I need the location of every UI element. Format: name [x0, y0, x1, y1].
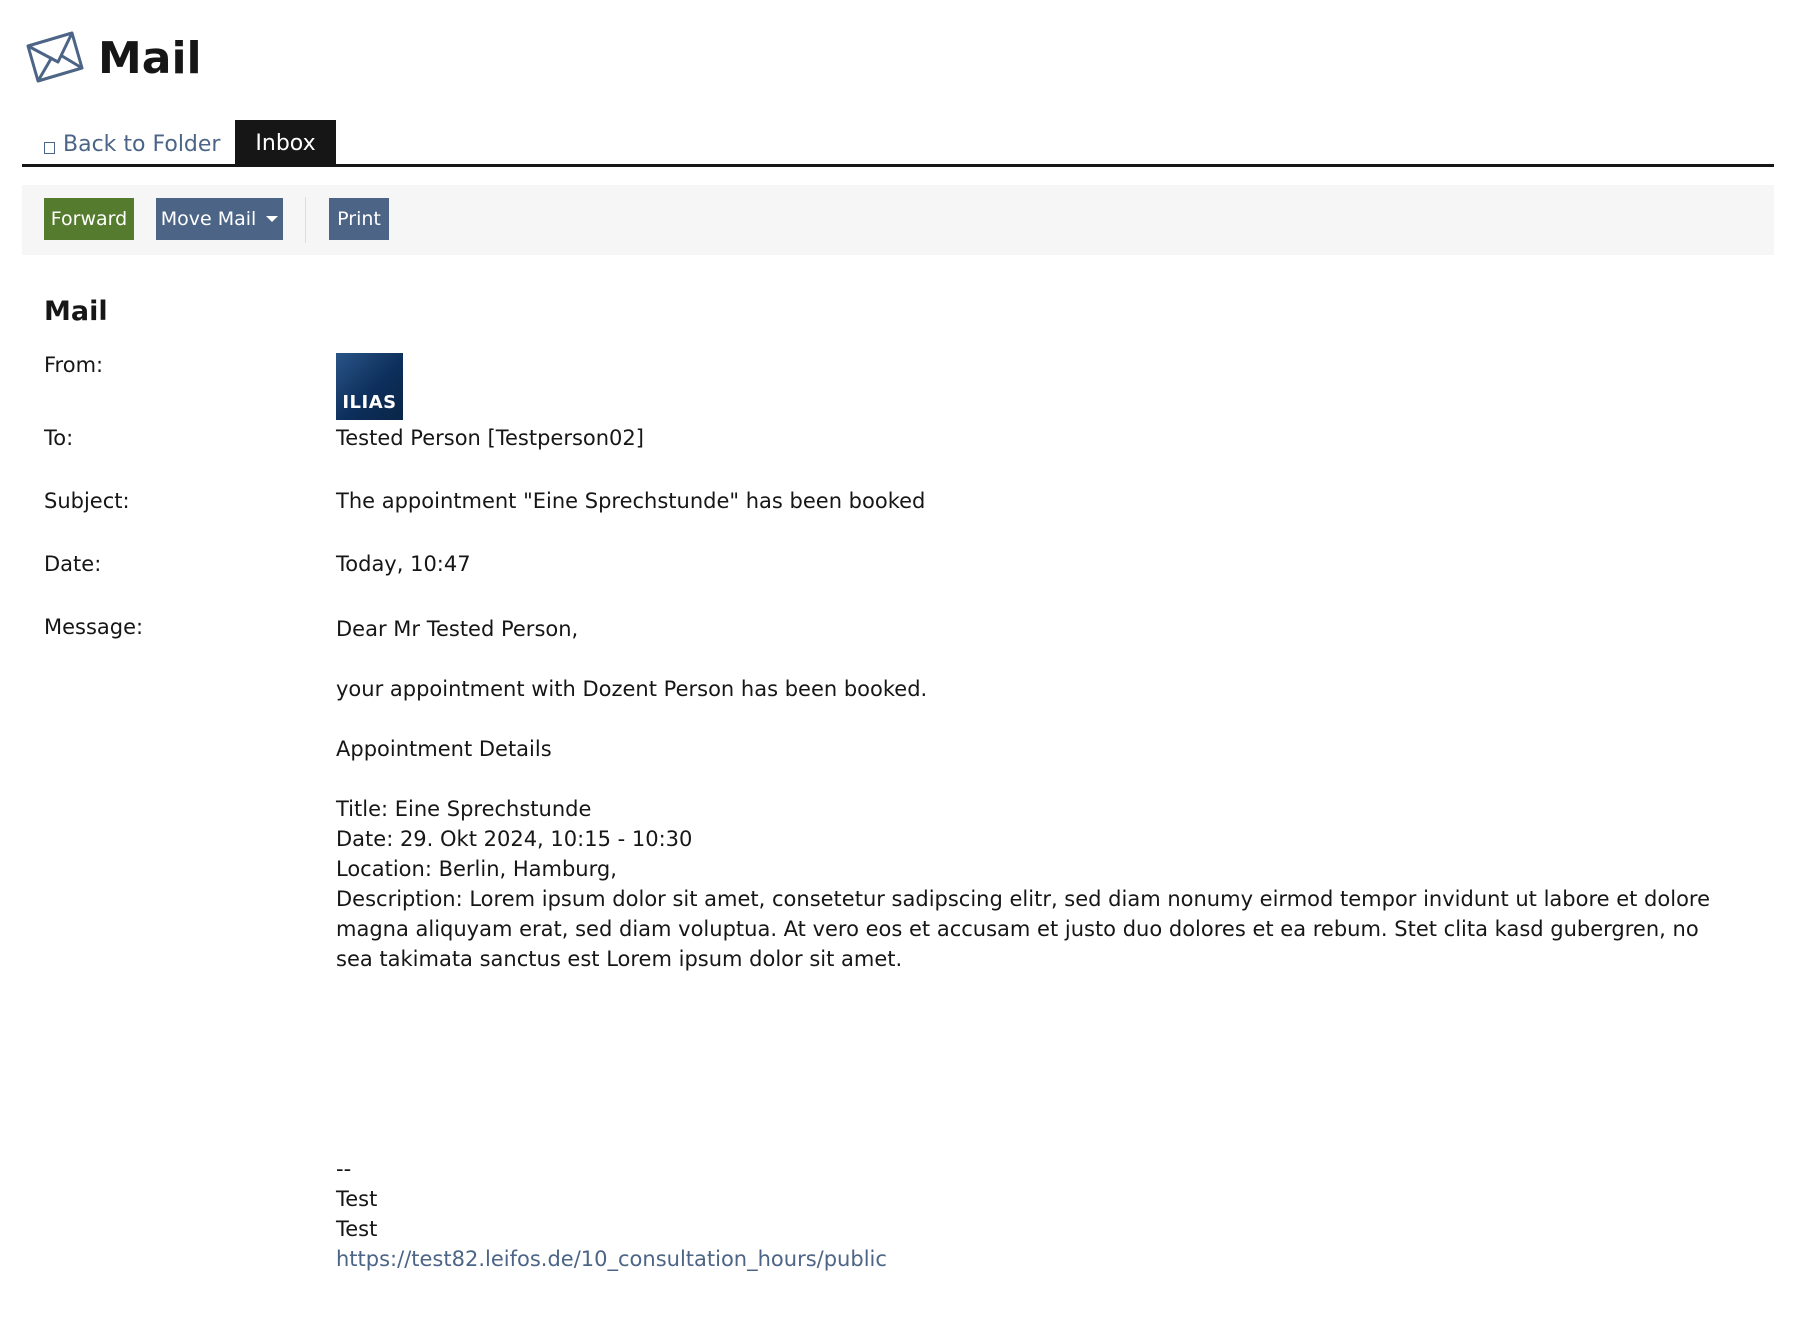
subject-label: Subject: — [44, 489, 130, 513]
tab-inbox[interactable] — [235, 120, 336, 167]
signature-link[interactable]: https://test82.leifos.de/10_consultation_hours/public — [336, 1247, 887, 1271]
toolbar-separator — [305, 197, 306, 243]
signature-line: Test — [336, 1187, 378, 1211]
forward-button[interactable]: Forward — [44, 198, 134, 240]
move-mail-dropdown[interactable] — [156, 198, 283, 240]
message-details-heading: Appointment Details — [336, 737, 552, 761]
message-description-line: Description: Lorem ipsum dolor sit amet, consetetur sadipscing elitr, sed diam nonumy eirmod tempor invidunt ut labore et dolore magna aliquyam erat, sed diam voluptua. At vero eos et accusam et justo duo dolores et ea rebum. Stet clita kasd gubergren, no sea takimata sanctus est Lorem ipsum dolor sit amet. — [336, 887, 1711, 971]
tab-back-label: Back to Folder — [63, 132, 221, 157]
tab-inbox-label: Inbox — [255, 131, 316, 156]
message-body — [336, 614, 1736, 1274]
message-greeting: Dear Mr Tested Person, — [336, 617, 579, 641]
back-arrow-icon — [44, 142, 55, 154]
message-date-line: Date: 29. Okt 2024, 10:15 - 10:30 — [336, 827, 693, 851]
date-value: Today, 10:47 — [336, 552, 471, 576]
signature-line: Test — [336, 1217, 378, 1241]
mail-section-title: Mail — [44, 296, 108, 327]
message-title-line: Title: Eine Sprechstunde — [336, 797, 592, 821]
toolbar — [22, 185, 1774, 255]
move-mail-label: Move Mail — [160, 208, 257, 230]
tab-bar — [22, 120, 1774, 167]
to-label: To: — [44, 426, 74, 450]
sender-avatar — [336, 353, 403, 420]
message-label: Message: — [44, 615, 144, 639]
page-header — [24, 28, 202, 88]
page-title: Mail — [98, 32, 202, 84]
tab-back-to-folder[interactable] — [44, 132, 220, 157]
message-location-line: Location: Berlin, Hamburg, — [336, 857, 617, 881]
sender-avatar-text: ILIAS — [342, 392, 397, 413]
subject-value: The appointment "Eine Sprechstunde" has been booked — [336, 489, 926, 513]
message-line: your appointment with Dozent Person has been booked. — [336, 677, 928, 701]
to-value: Tested Person [Testperson02] — [336, 426, 644, 450]
envelope-icon — [24, 30, 86, 86]
date-label: Date: — [44, 552, 102, 576]
signature-separator: -- — [336, 1157, 352, 1181]
print-button[interactable]: Print — [329, 198, 389, 240]
from-label: From: — [44, 353, 104, 377]
caret-down-icon — [266, 216, 278, 222]
